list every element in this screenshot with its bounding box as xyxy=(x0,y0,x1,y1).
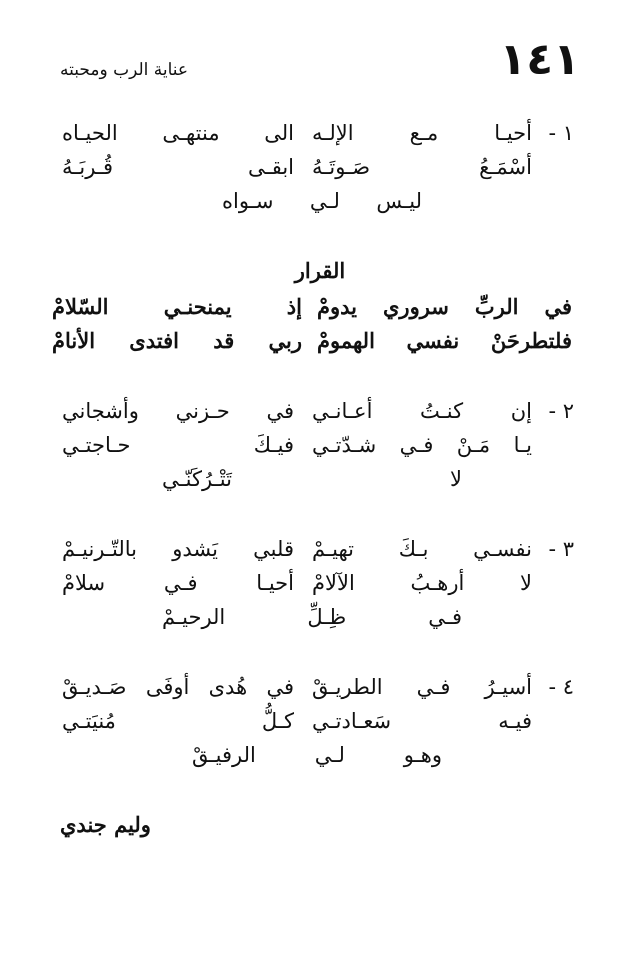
stanza-line xyxy=(52,738,572,772)
stanza-line xyxy=(52,704,572,738)
refrain-hemistich-second: ربي قد افتدى الأنامْ xyxy=(52,328,302,353)
hemistich-first: أسْمَـعُ صَـوتَـهُ xyxy=(312,155,532,179)
refrain-hemistich-first: في الربِّ سروري يدومْ xyxy=(317,294,572,319)
refrain-hemistich-second: إذ يمنحنـي السّلامْ xyxy=(52,294,302,319)
stanza-line xyxy=(52,428,572,462)
author-name: وليم جندي xyxy=(60,812,151,837)
closing-line: فـي ظِـلِّ الرحيـمْ xyxy=(162,605,462,629)
refrain-line xyxy=(52,290,572,324)
stanza-line xyxy=(52,600,572,634)
stanza-line xyxy=(52,670,572,704)
closing-line: لا تَتْـرُكَنّـي xyxy=(162,467,462,491)
refrain-line xyxy=(52,324,572,358)
hemistich-second: كـلُّ مُنيَتـي xyxy=(62,709,294,733)
hemistich-second: فيـكَ حـاجتـي xyxy=(62,433,294,457)
stanza-line xyxy=(52,116,572,150)
hemistich-first: يـا مَـنْ فـي شـدّتـي xyxy=(312,433,532,457)
hemistich-second: أحيـا فـي سلامْ xyxy=(62,571,294,595)
verse-number: ١ - xyxy=(548,121,574,145)
verse-number: ٣ - xyxy=(548,537,574,561)
hemistich-first: نفسـي بـكَ تهيـمْ xyxy=(312,537,532,561)
hemistich-first: فيـه سَعـادتـي xyxy=(312,709,532,733)
hemistich-first: أسيـرُ فـي الطريـقْ xyxy=(312,675,532,699)
refrain-title: القرار xyxy=(294,258,346,283)
hemistich-second: الى منتهـى الحيـاه xyxy=(62,121,294,145)
page-number: ١٤١ xyxy=(499,34,580,85)
stanza-3 xyxy=(52,532,572,634)
verse-number: ٤ - xyxy=(548,675,574,699)
refrain xyxy=(52,290,572,358)
stanza-line xyxy=(52,462,572,496)
hemistich-first: أحيـا مـع الإلـه xyxy=(312,121,532,145)
stanza-line xyxy=(52,394,572,428)
verse-number: ٢ - xyxy=(548,399,574,423)
stanza-1 xyxy=(52,116,572,218)
stanza-4 xyxy=(52,670,572,772)
stanza-line xyxy=(52,566,572,600)
stanza-line xyxy=(52,150,572,184)
stanza-line xyxy=(52,532,572,566)
hemistich-second: قلبي يَشدو بالتّـرنيـمْ xyxy=(62,537,294,561)
hemistich-first: إن كنـتُ أعـانـي xyxy=(312,399,532,423)
refrain-hemistich-first: فلتطرحَنْ نفسي الهمومْ xyxy=(317,328,572,353)
stanza-line xyxy=(52,184,572,218)
hemistich-second: في حـزني وأشجاني xyxy=(62,399,294,423)
running-title: عناية الرب ومحبته xyxy=(60,60,189,80)
hemistich-first: لا أرهـبُ الآلامْ xyxy=(312,571,532,595)
hemistich-second: ابقـى قُـربَـهُ xyxy=(62,155,294,179)
hemistich-second: في هُدى أوفَى صَـديـقْ xyxy=(62,675,294,699)
closing-line: ليـس لـي سـواه xyxy=(222,189,422,213)
stanza-2 xyxy=(52,394,572,496)
closing-line: وهـو لـي الرفيـقْ xyxy=(192,743,442,767)
